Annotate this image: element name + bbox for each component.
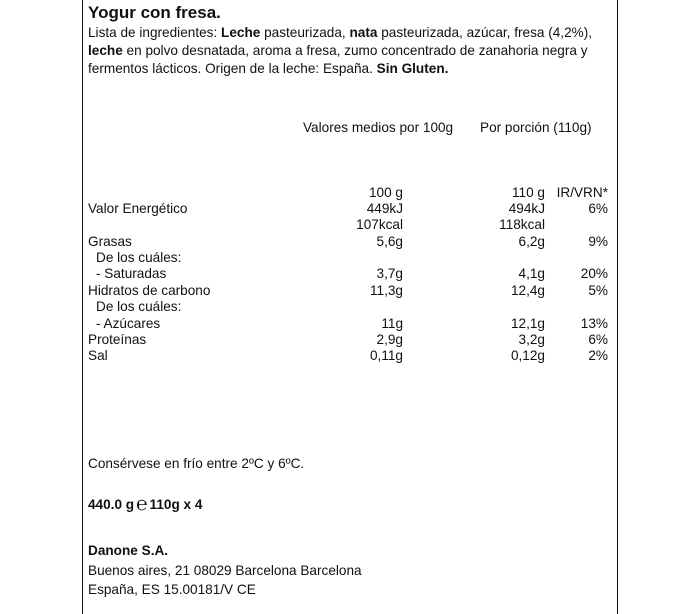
nutrition-row [0,201,700,217]
value-per-portion: 4,1g [518,266,545,281]
nutrition-row [0,316,700,332]
nutrition-row [0,266,700,282]
value-per-100g: 0,11g [369,348,403,363]
nutrient-label: Grasas [88,234,132,249]
value-per-portion: 12,1g [510,316,545,331]
header-per-100g: Valores medios por 100g [303,120,454,135]
nutrient-label: - Azúcares [96,316,161,331]
value-ir-vrn: 5% [588,283,608,298]
nutrient-label: Proteínas [88,332,147,347]
company-name: Danone S.A. [88,543,169,558]
value-per-portion: 12,4g [510,283,545,298]
subheader-110g: 110 g [511,185,545,200]
nutrition-row [0,332,700,348]
value-ir-vrn: 6% [588,201,608,216]
value-per-100g: 107kcal [356,217,403,232]
product-title: Yogur con fresa. [88,3,221,22]
nutrient-label: De los cuáles: [96,299,182,314]
ingredients-prefix: Lista de ingredientes: [88,25,222,40]
net-quantity [88,493,202,515]
value-per-100g: 2,9g [376,332,403,347]
nutrient-label: - Saturadas [96,266,167,281]
value-ir-vrn: 13% [580,316,608,331]
value-per-portion: 0,12g [510,348,545,363]
value-per-100g: 11g [381,316,403,331]
ingredients-text-3: en polvo desnatada, aroma a fresa, zumo concentrado de zanahoria negra y fermentos lácticos. Origen de la leche: España. [88,43,588,76]
net-weight: 440.0 g [88,497,135,512]
ingredients-text-1: pasteurizada, [260,25,350,40]
storage-instructions: Consérvese en frío entre 2ºC y 6ºC. [88,456,305,471]
value-per-100g: 5,6g [376,234,403,249]
subheader-ir-vrn: IR/VRN* [556,185,608,200]
value-per-100g: 449kJ [366,201,403,216]
value-ir-vrn: 9% [588,234,608,249]
ingredients-list [88,24,608,78]
nutrient-label: De los cuáles: [96,250,182,265]
nutrition-row [0,348,700,364]
nutrient-label: Valor Energético [88,201,188,216]
allergen-leche: Leche [221,25,261,40]
nutrition-row [0,217,700,233]
gluten-free-claim: Sin Gluten. [376,61,449,76]
header-per-portion: Por porción (110g) [480,120,592,135]
nutrient-label: Sal [88,348,108,363]
allergen-nata: nata [349,25,378,40]
nutrition-row [0,234,700,250]
nutrition-row [0,299,700,315]
nutrition-row [0,250,700,266]
value-ir-vrn: 2% [588,348,608,363]
company-address-line1: Buenos aires, 21 08029 Barcelona Barcelona [88,563,362,578]
nutrition-row [0,283,700,299]
nutrition-subheader [0,185,700,201]
value-ir-vrn: 20% [580,266,608,281]
value-per-100g: 3,7g [376,266,403,281]
estimated-sign-icon: ℮ [136,494,148,515]
value-per-portion: 494kJ [508,201,545,216]
portions: 110g x 4 [149,497,203,512]
company-address-line2: España, ES 15.00181/V CE [88,582,256,597]
nutrient-label: Hidratos de carbono [88,283,211,298]
value-per-portion: 6,2g [518,234,545,249]
ingredients-text-2: pasteurizada, azúcar, fresa (4,2%), [377,25,593,40]
value-per-portion: 3,2g [518,332,545,347]
value-per-portion: 118kcal [499,217,545,232]
value-ir-vrn: 6% [588,332,608,347]
allergen-leche-2: leche [88,43,123,58]
subheader-100g: 100 g [368,185,403,200]
value-per-100g: 11,3g [369,283,403,298]
